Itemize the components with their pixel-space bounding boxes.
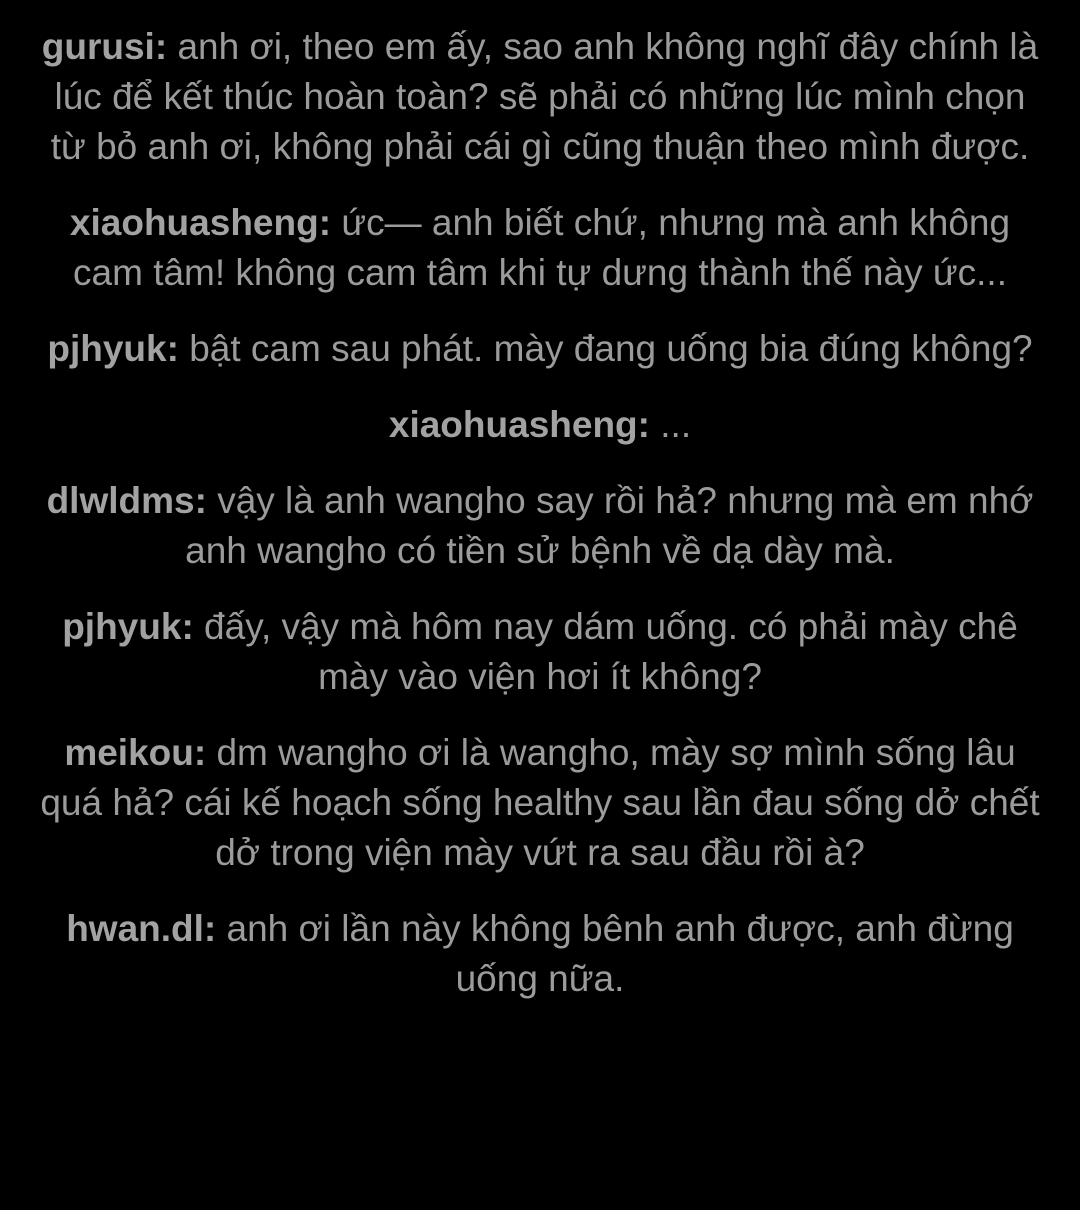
message [40, 22, 1040, 172]
message-text: anh ơi lần này không bênh anh được, anh đừng uống nữa. [226, 908, 1014, 999]
message [40, 324, 1040, 374]
message-username: hwan.dl: [66, 908, 217, 949]
message-username: xiaohuasheng: [388, 404, 650, 445]
message-text: dm wangho ơi là wangho, mày sợ mình sống lâu quá hả? cái kế hoạch sống healthy sau lần đau sống dở chết dở trong viện mày vứt ra sau đầu rồi à? [40, 732, 1040, 873]
chat-transcript [0, 22, 1080, 1030]
message-username: pjhyuk: [62, 606, 194, 647]
message-text: ... [660, 404, 692, 445]
message [40, 602, 1040, 702]
message [40, 728, 1040, 878]
message-username: gurusi: [41, 26, 168, 67]
message [40, 904, 1040, 1004]
message-text: đấy, vậy mà hôm nay dám uống. có phải mày chê mày vào viện hơi ít không? [204, 606, 1018, 697]
message [40, 198, 1040, 298]
message-text: vậy là anh wangho say rồi hả? nhưng mà em nhớ anh wangho có tiền sử bệnh về dạ dày mà. [185, 480, 1034, 571]
message-text: ức— anh biết chứ, nhưng mà anh không cam tâm! không cam tâm khi tự dưng thành thế này ức... [73, 202, 1011, 293]
message-username: meikou: [64, 732, 207, 773]
message [40, 476, 1040, 576]
message-username: dlwldms: [46, 480, 207, 521]
message-username: xiaohuasheng: [69, 202, 332, 243]
message-username: pjhyuk: [47, 328, 179, 369]
message [40, 400, 1040, 450]
message-text: anh ơi, theo em ấy, sao anh không nghĩ đây chính là lúc để kết thúc hoàn toàn? sẽ phải có những lúc mình chọn từ bỏ anh ơi, không phải cái gì cũng thuận theo mình được. [50, 26, 1039, 167]
message-text: bật cam sau phát. mày đang uống bia đúng không? [189, 328, 1033, 369]
